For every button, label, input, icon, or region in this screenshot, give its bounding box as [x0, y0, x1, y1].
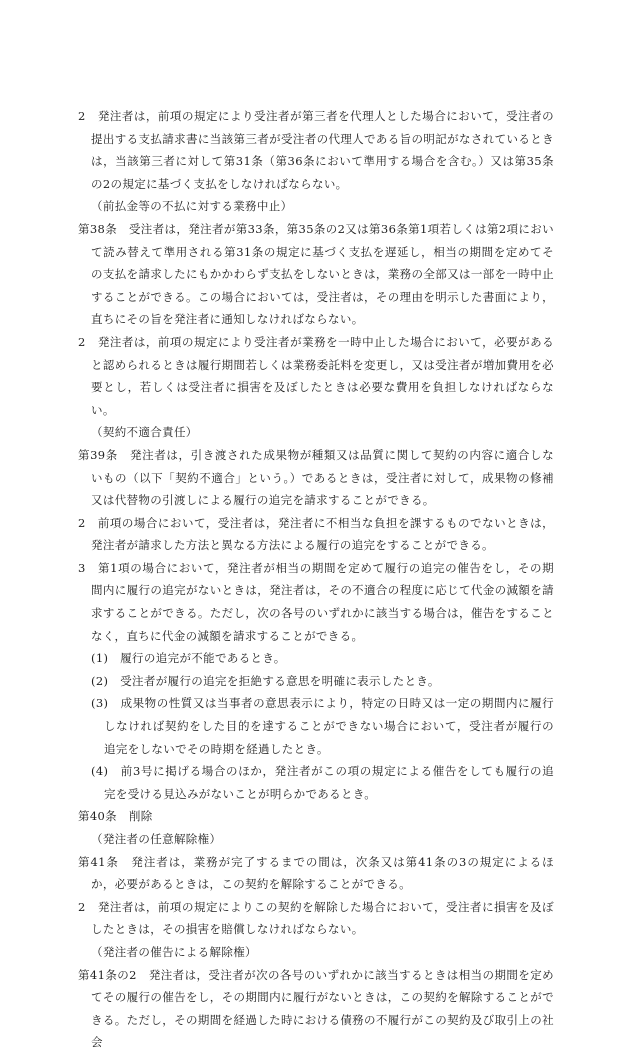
section-heading: （契約不適合責任）	[91, 425, 198, 440]
list-item: (1) 履行の追完が不能であるとき。	[91, 651, 286, 666]
paragraph: 2 発注者は，前項の規定によりこの契約を解除した場合において，受注者に損害を及ぼしたときは，その損害を賠償しなければならない。	[78, 899, 554, 937]
paragraph: 2 発注者は，前項の規定により受注者が第三者を代理人とした場合において，受注者の提出する支払請求書に当該第三者が受注者の代理人である旨の明記がなされているときは，当該第三者に対して第31条（第36条において準用する場合を含む。）又は第35条の2の規定に基づく支払をしなければならない。	[78, 109, 554, 191]
section-heading: （発注者の任意解除権）	[91, 832, 222, 846]
list-item: (4) 前3号に掲げる場合のほか，発注者がこの項の規定による催告をしても履行の追完を受ける見込みがないことが明らかであるとき。	[91, 764, 554, 801]
paragraph: 2 発注者は，前項の規定により受注者が業務を一時中止した場合において，必要があると認められるときは履行期間若しくは業務委託料を変更し，又は受注者が増加費用を必要とし，若しくは受注者に損害を及ぼしたときは必要な費用を負担しなければならない。	[78, 334, 554, 417]
article-40: 第40条 削除	[78, 809, 153, 824]
list-item: (3) 成果物の性質又は当事者の意思表示により，特定の日時又は一定の期間内に履行しなければ契約をした目的を達することができない場合において，受注者が履行の追完をしないでその時期を経過したとき。	[91, 696, 554, 756]
article-41: 第41条 発注者は，業務が完了するまでの間は，次条又は第41条の3の規定によるほか，必要があるときは，この契約を解除することができる。	[78, 854, 554, 892]
paragraph: 3 第1項の場合において，発注者が相当の期間を定めて履行の追完の催告をし，その期間内に履行の追完がないときは，発注者は，その不適合の程度に応じて代金の減額を請求することができる。ただし，次の各号のいずれかに該当する場合は，催告をすることなく，直ちに代金の減額を請求することができる。	[78, 560, 554, 643]
document-page	[78, 105, 554, 1054]
article-39: 第39条 発注者は，引き渡された成果物が種類又は品質に関して契約の内容に適合しないもの（以下「契約不適合」という。）であるときは，受注者に対して，成果物の修補又は代替物の引渡しによる履行の追完を請求することができる。	[78, 447, 554, 508]
section-heading: （発注者の催告による解除権）	[91, 944, 257, 959]
list-item: (2) 受注者が履行の追完を拒絶する意思を明確に表示したとき。	[91, 673, 440, 688]
article-41-2: 第41条の2 発注者は，受注者が次の各号のいずれかに該当するときは相当の期間を定めてその履行の催告をし，その期間内に履行がないときは，この契約を解除することができる。ただし，その期間を経過した時における債務の不履行がこの契約及び取引上の社会	[78, 967, 554, 1050]
section-heading: （前払金等の不払に対する業務中止）	[91, 199, 293, 214]
paragraph: 2 前項の場合において，受注者は，発注者に不相当な負担を課するものでないときは，発注者が請求した方法と異なる方法による履行の追完をすることができる。	[78, 515, 554, 553]
article-38: 第38条 受注者は，発注者が第33条，第35条の2又は第36条第1項若しくは第2項において読み替えて準用される第31条の規定に基づく支払を遅延し，相当の期間を定めてその支払を請求したにもかかわらず支払をしないときは，業務の全部又は一部を一時中止することができる。この場合においては，受注者は，その理由を明示した書面により，直ちにその旨を発注者に通知しなければならない。	[78, 221, 554, 327]
